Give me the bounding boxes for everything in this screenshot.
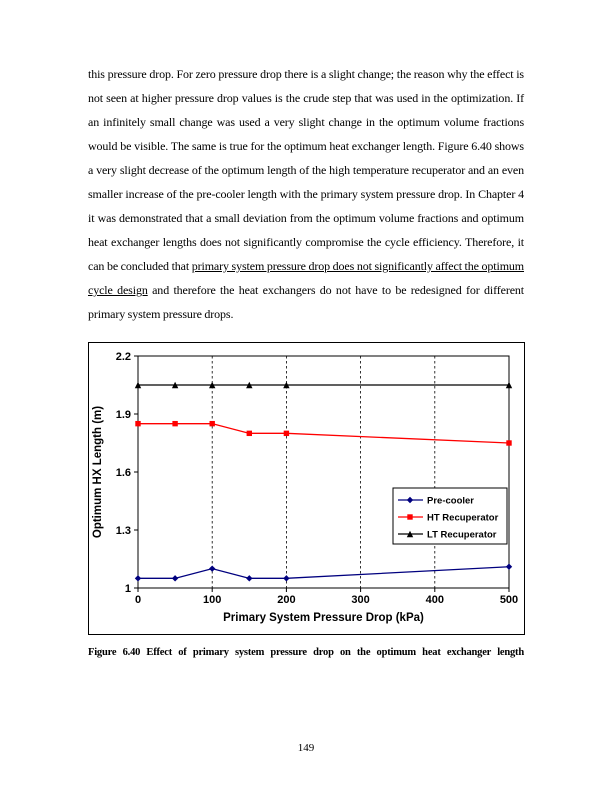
x-axis-title: Primary System Pressure Drop (kPa) <box>223 612 424 624</box>
paragraph-text-before: this pressure drop. For zero pressure drop there is a slight change; the reason why the effect is not seen at higher pressure drop values is the crude step that was used in the optimization. If an infinitely small change was used a very slight change in the optimum volume fractions would be visible. The same is true for the optimum heat exchanger length. Figure 6.40 shows a very slight decrease of the optimum length of the high temperature recuperator and an even smaller increase of the pre-cooler length with the primary system pressure drop. In Chapter 4 it was demonstrated that a small deviation from the optimum volume fractions and optimum heat exchanger lengths does not significantly compromise the cycle efficiency. Therefore, it can be concluded that <box>88 67 524 273</box>
line-chart <box>88 342 525 635</box>
y-tick-label: 1.6 <box>115 467 131 479</box>
underlined-statement: primary system pressure drop does not significantly affect the optimum cycle design <box>88 259 525 297</box>
y-tick-label: 1 <box>124 583 131 595</box>
x-tick-label: 500 <box>499 594 519 606</box>
y-axis-title: Optimum HX Length (m) <box>92 405 104 539</box>
legend-label: HT Recuperator <box>427 512 499 524</box>
figure-6-40-chart <box>88 342 525 635</box>
y-tick-label: 1.9 <box>115 409 131 421</box>
marker-square <box>172 421 177 426</box>
body-paragraph <box>88 62 524 326</box>
legend-label: Pre-cooler <box>427 495 474 507</box>
y-tick-label: 2.2 <box>115 351 131 363</box>
marker-square <box>506 440 511 445</box>
marker-square <box>135 421 140 426</box>
x-tick-label: 300 <box>351 594 370 606</box>
marker-square <box>407 514 412 519</box>
paragraph-text-after: and therefore the heat exchangers do not have to be redesigned for different primary system pressure drops. <box>88 283 524 321</box>
x-tick-label: 100 <box>203 594 222 606</box>
marker-square <box>247 431 252 436</box>
x-tick-label: 200 <box>277 594 296 606</box>
plot-area <box>138 356 509 588</box>
figure-caption: Figure 6.40 Effect of primary system pressure drop on the optimum heat exchanger length <box>88 647 524 658</box>
legend-label: LT Recuperator <box>427 529 497 541</box>
x-tick-label: 400 <box>425 594 444 606</box>
marker-square <box>284 431 289 436</box>
y-tick-label: 1.3 <box>115 525 131 537</box>
marker-square <box>210 421 215 426</box>
x-tick-label: 0 <box>134 594 142 606</box>
page-number: 149 <box>297 742 315 754</box>
